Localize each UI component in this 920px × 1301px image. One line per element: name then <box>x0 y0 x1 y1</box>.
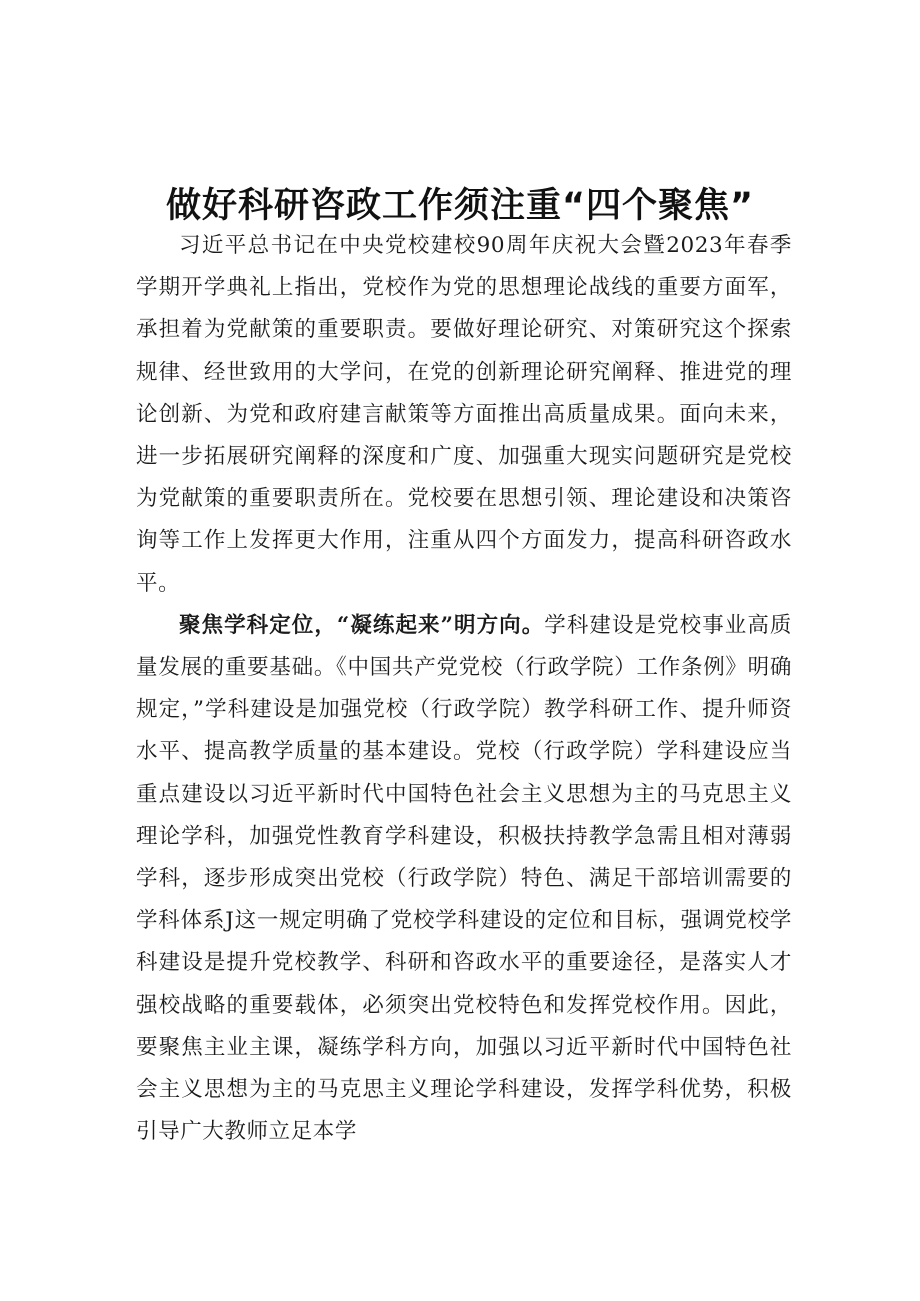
section-1-heading: 聚焦学科定位，“凝练起来”明方向。 <box>179 612 545 638</box>
document-body <box>136 225 792 1153</box>
paragraph-section-1 <box>136 605 792 1154</box>
paragraph-intro <box>136 225 792 605</box>
section-1-text: 学科建设是党校事业高质量发展的重要基础。《中国共产党党校（行政学院）工作条例》明确规定，”学科建设是加强党校（行政学院）教学科研工作、提升师资水平、提高教学质量的基本建设。党校（行政学院）学科建设应当重点建设以习近平新时代中国特色社会主义思想为主的马克思主义理论学科，加强党性教育学科建设，积极扶持教学急需且相对薄弱学科，逐步形成突出党校（行政学院）特色、满足干部培训需要的学科体系J这一规定明确了党校学科建设的定位和目标，强调党校学科建设是提升党校教学、科研和咨政水平的重要途径，是落实人才强校战略的重要载体，必须突出党校特色和发挥党校作用。因此，要聚焦主业主课，凝练学科方向，加强以习近平新时代中国特色社会主义思想为主的马克思主义理论学科建设，发挥学科优势，积极引导广大教师立足本学 <box>136 612 792 1145</box>
paragraph-intro-text: 习近平总书记在中央党校建校90周年庆祝大会暨2023年春季学期开学典礼上指出，党校作为党的思想理论战线的重要方面军，承担着为党献策的重要职责。要做好理论研究、对策研究这个探索规律、经世致用的大学问，在党的创新理论研究阐释、推进党的理论创新、为党和政府建言献策等方面推出高质量成果。面向未来，进一步拓展研究阐释的深度和广度、加强重大现实问题研究是党校为党献策的重要职责所在。党校要在思想引领、理论建设和决策咨询等工作上发挥更大作用，注重从四个方面发力，提高科研咨政水平。 <box>136 233 792 596</box>
document-title: 做好科研咨政工作须注重“四个聚焦” <box>165 186 754 227</box>
